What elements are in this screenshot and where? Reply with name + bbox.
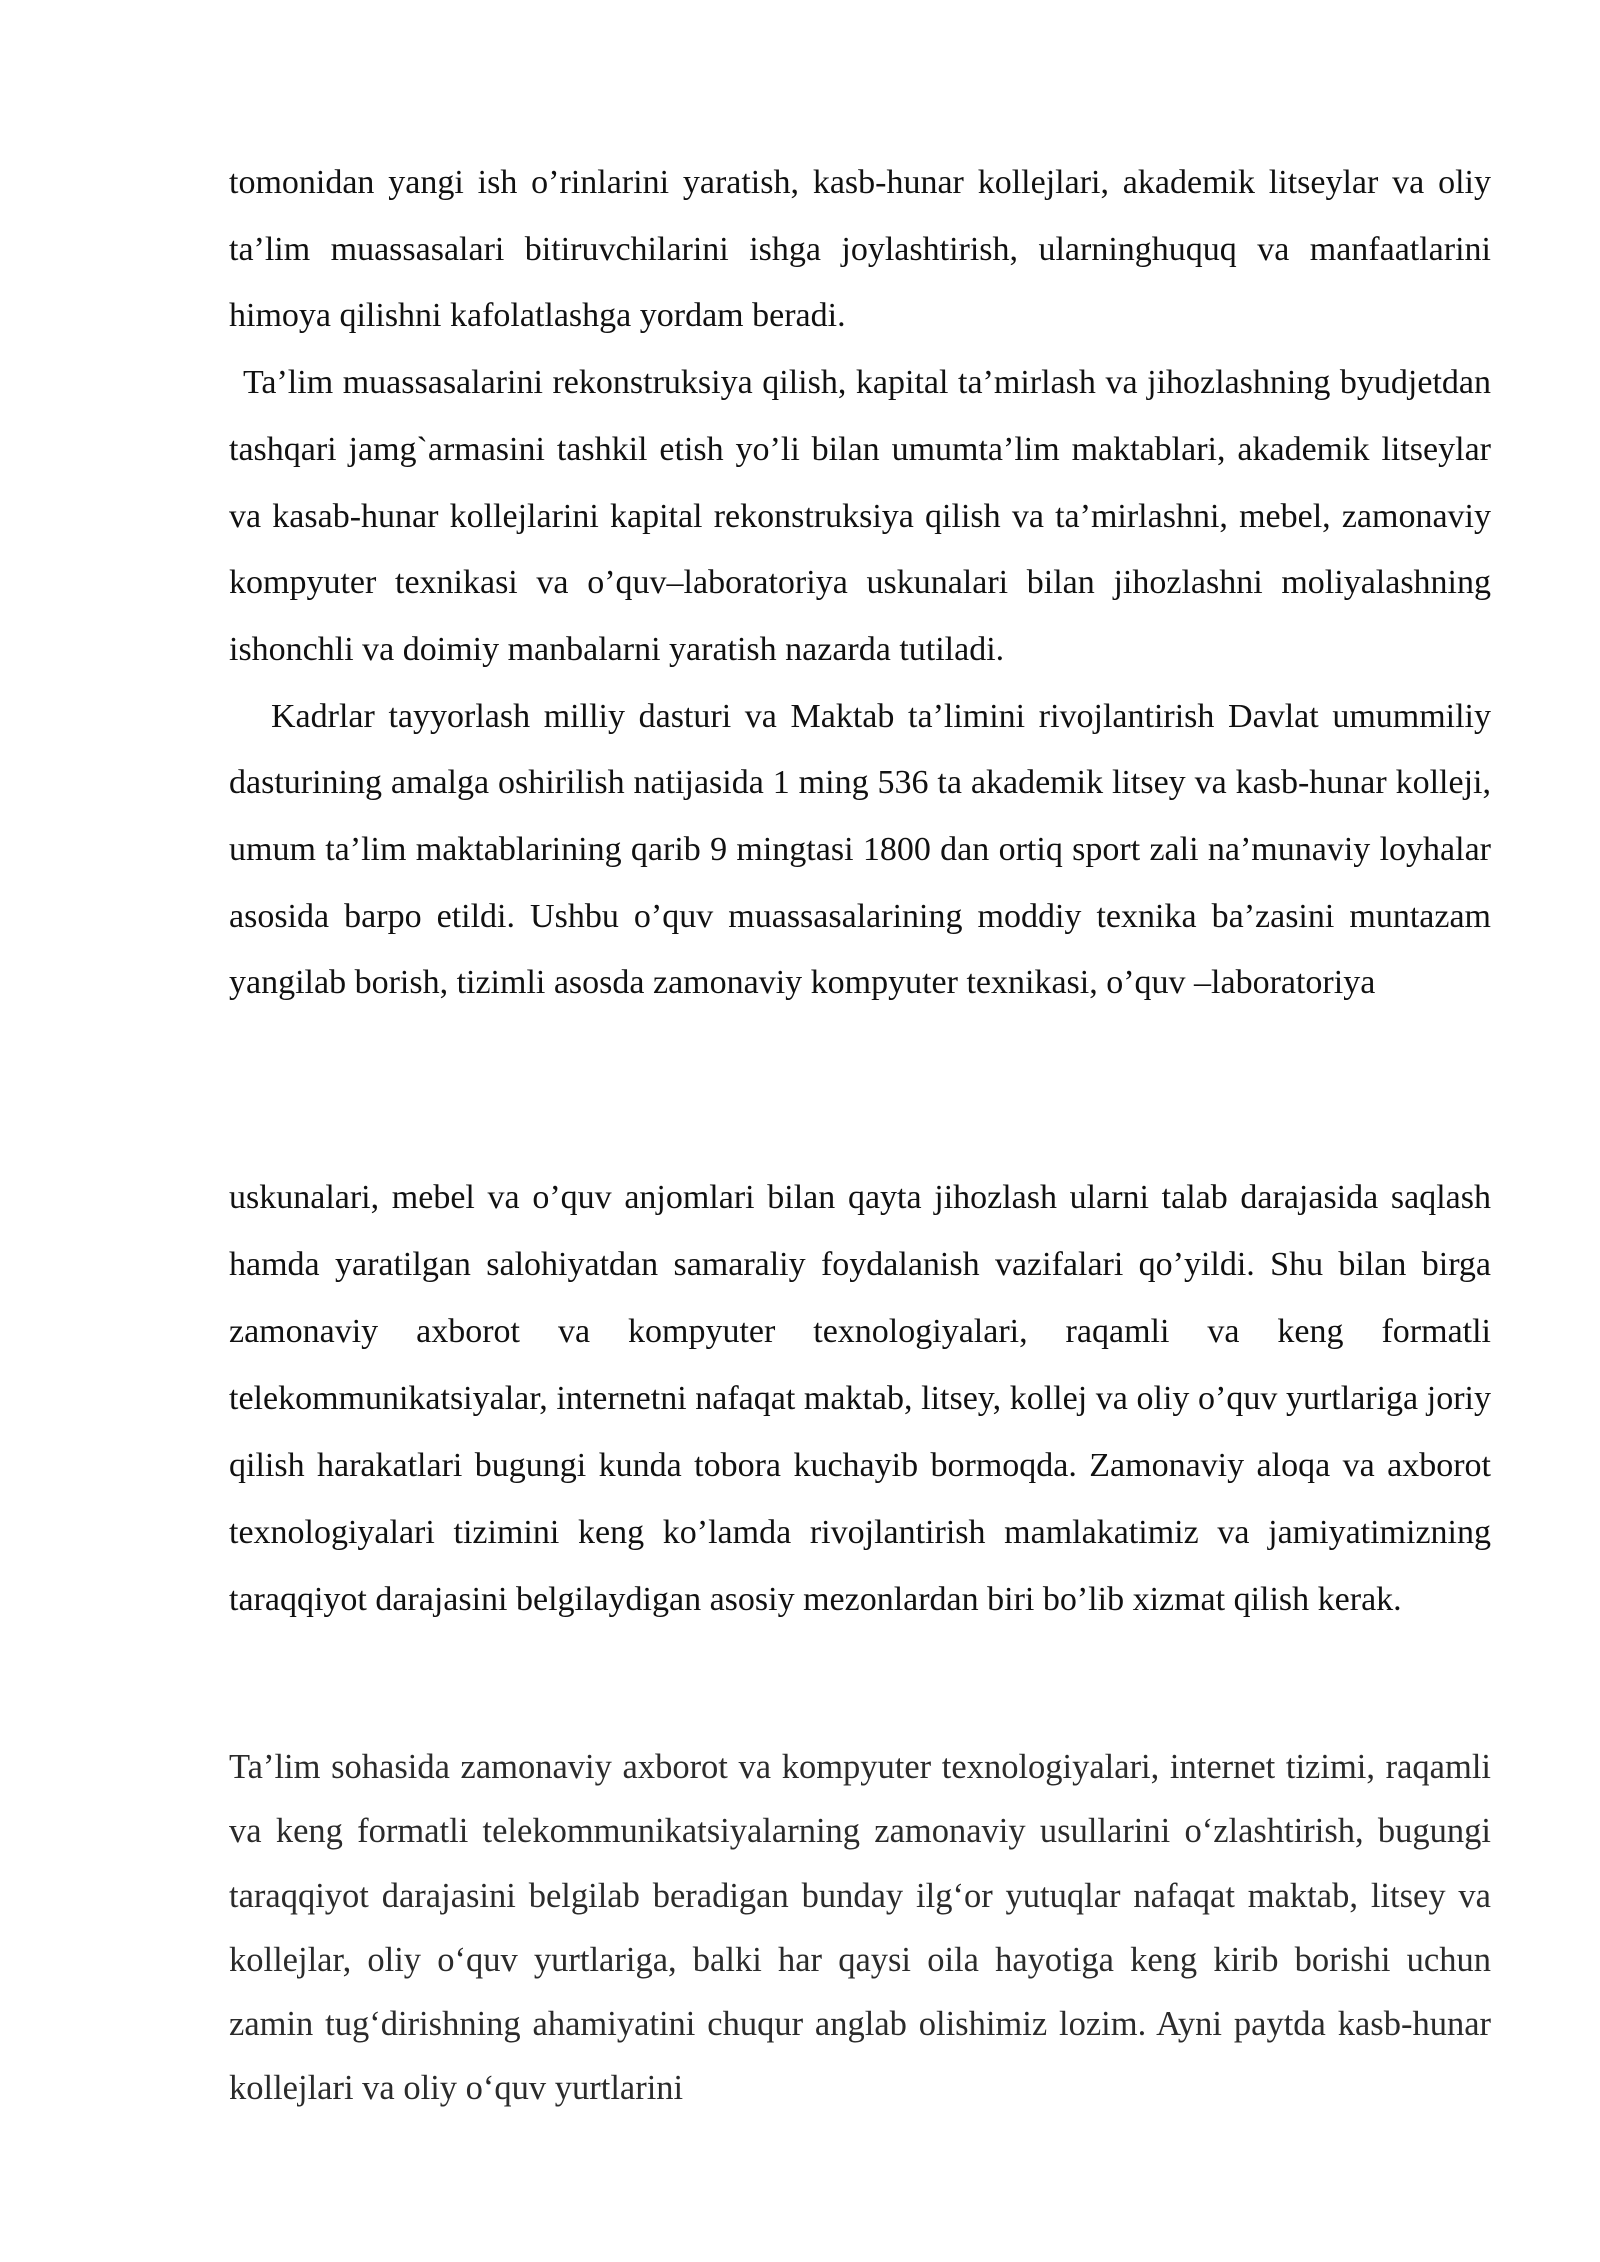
text-block-lower [229,1735,1491,2121]
text-block-upper [229,150,1491,1017]
paragraph-4: uskunalari, mebel va o’quv anjomlari bilan qayta jihozlash ularni talab darajasida saqlash hamda yaratilgan salohiyatdan samaraliy foydalanish vazifalari qo’yildi. Shu bilan birga zamonaviy axborot va kompyuter texnologiyalari, raqamli va keng formatli telekommunikatsiyalar, internetni nafaqat maktab, litsey, kollej va oliy o’quv yurtlariga joriy qilish harakatlari bugungi kunda tobora kuchayib bormoqda. Zamonaviy aloqa va axborot texnologiyalari tizimini keng ko’lamda rivojlantirish mamlakatimiz va jamiyatimizning taraqqiyot darajasini belgilaydigan asosiy mezonlardan biri bo’lib xizmat qilish kerak. [229,1179,1491,1618]
paragraph-1: tomonidan yangi ish o’rinlarini yaratish, kasb-hunar kollejlari, akademik litseylar va oliy ta’lim muassasalari bitiruvchilarini ishga joylashtirish, ularninghuquq va manfaatlarini himoya qilishni kafolatlashga yordam beradi. [229,164,1491,335]
paragraph-5: Ta’lim sohasida zamonaviy axborot va kompyuter texnologiyalari, internet tizimi, raqamli va keng formatli telekommunikatsiyalarning zamonaviy usullarini o‘zlashtirish, bugungi taraqqiyot darajasini belgilab beradigan bunday ilg‘or yutuqlar nafaqat maktab, litsey va kollejlar, oliy o‘quv yurtlariga, balki har qaysi oila hayotiga keng kirib borishi uchun zamin tug‘dirishning ahamiyatini chuqur anglab olishimiz lozim. Ayni paytda kasb-hunar kollejlari va oliy o‘quv yurtlarini [229,1748,1491,2108]
paragraph-3: Kadrlar tayyorlash milliy dasturi va Maktab ta’limini rivojlantirish Davlat umummiliy dasturining amalga oshirilish natijasida 1 ming 536 ta akademik litsey va kasb-hunar kolleji, umum ta’lim maktablarining qarib 9 mingtasi 1800 dan ortiq sport zali na’munaviy loyhalar asosida barpo etildi. Ushbu o’quv muassasalarining moddiy texnika ba’zasini muntazam yangilab borish, tizimli asosda zamonaviy kompyuter texnikasi, o’quv –laboratoriya [229,697,1491,1002]
paragraph-2: Ta’lim muassasalarini rekonstruksiya qilish, kapital ta’mirlash va jihozlashning byudjetdan tashqari jamg`armasini tashkil etish yo’li bilan umumta’lim maktablari, akademik litseylar va kasab-hunar kollejlarini kapital rekonstruksiya qilish va ta’mirlashni, mebel, zamonaviy kompyuter texnikasi va o’quv–laboratoriya uskunalari bilan jihozlashni moliyalashning ishonchli va doimiy manbalarni yaratish nazarda tutiladi. [229,364,1491,668]
text-block-middle [229,1164,1491,1633]
